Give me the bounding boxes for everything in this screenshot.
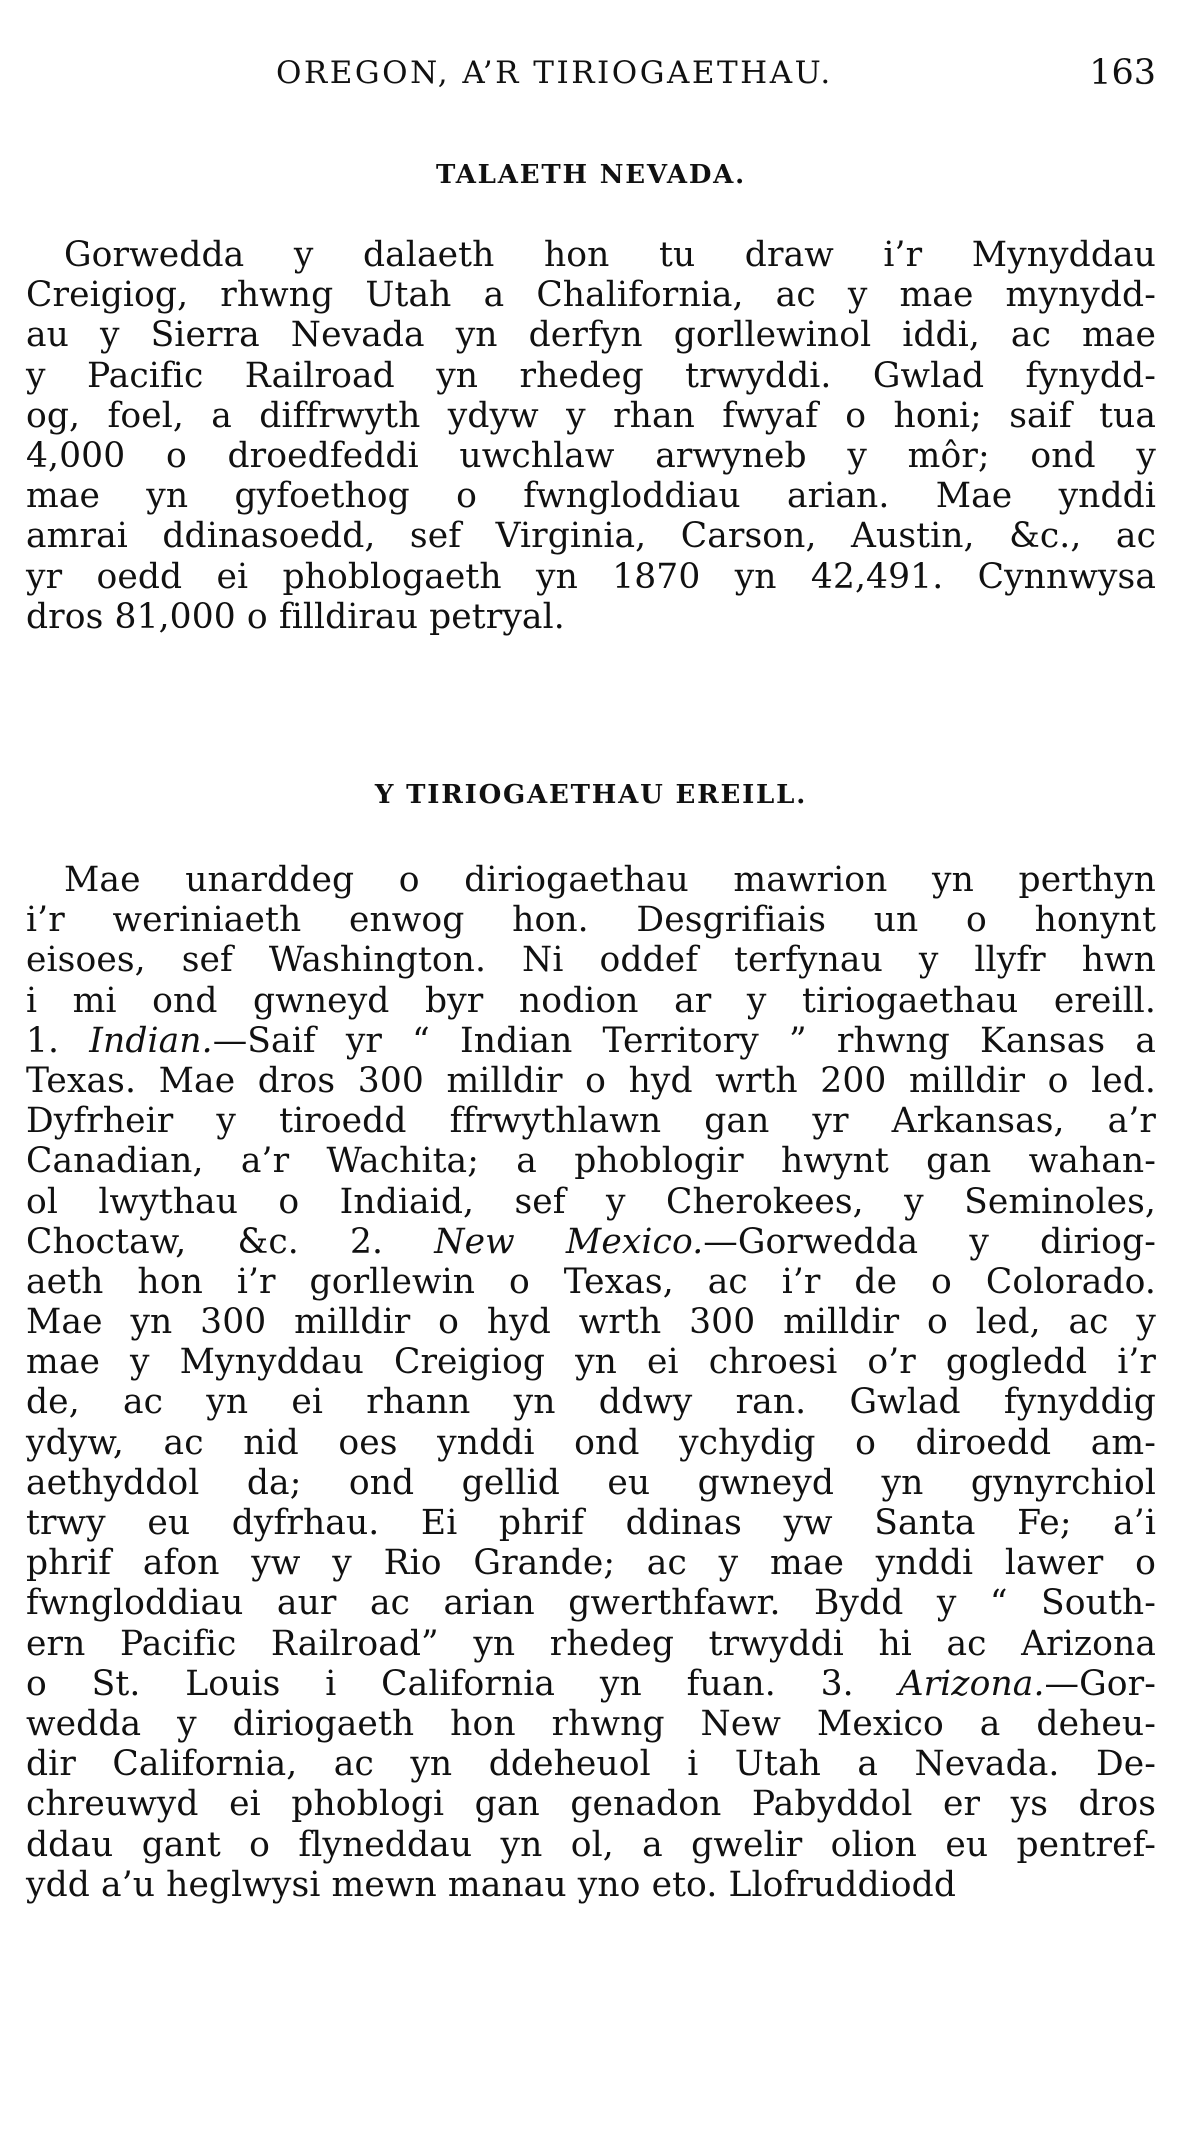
text-line: og, foel, a diffrwyth ydyw y rhan fwyaf o honi; saif tua: [26, 395, 1156, 436]
text-line: de, ac yn ei rhann yn ddwy ran. Gwlad fynyddig: [26, 1382, 1156, 1423]
text-line: Dyfrheir y tiroedd ffrwythlawn gan yr Arkansas, a’r: [26, 1101, 1156, 1142]
running-title: OREGON, A’R TIRIOGAETHAU.: [276, 55, 833, 91]
text-line: i’r weriniaeth enwog hon. Desgrifiais un o honynt: [26, 900, 1156, 941]
text-line: ern Pacific Railroad” yn rhedeg trwyddi hi ac Arizona: [26, 1623, 1156, 1664]
italic-heading: Arizona.: [898, 1663, 1045, 1704]
running-header: [26, 48, 1156, 98]
book-page: [26, 0, 1156, 2138]
section-body-territories: [26, 860, 1156, 1905]
text-segment: o St. Louis i California yn fuan. 3.: [26, 1663, 899, 1704]
text-line: ddau gant o flyneddau yn ol, a gwelir olion eu pentref-: [26, 1824, 1156, 1865]
text-line: amrai ddinasoedd, sef Virginia, Carson, Austin, &c., ac: [26, 516, 1156, 557]
italic-heading: New Mexico.: [434, 1221, 704, 1262]
text-line: [26, 1222, 1156, 1262]
section-title-nevada: TALAETH NEVADA.: [435, 160, 747, 190]
text-line: i mi ond gwneyd byr nodion ar y tiriogaethau ereill.: [26, 980, 1156, 1021]
text-line: wedda y diriogaeth hon rhwng New Mexico a deheu-: [26, 1703, 1156, 1744]
text-line: aethyddol da; ond gellid eu gwneyd yn gynyrchiol: [26, 1462, 1156, 1503]
text-line: Creigiog, rhwng Utah a Chalifornia, ac y mae mynydd-: [26, 275, 1156, 316]
text-line: Mae unarddeg o diriogaethau mawrion yn perthyn: [64, 860, 1156, 900]
text-line: Canadian, a’r Wachita; a phoblogir hwynt gan wahan-: [26, 1141, 1156, 1182]
text-line: ol lwythau o Indiaid, sef y Cherokees, y Seminoles,: [26, 1181, 1156, 1222]
text-line: au y Sierra Nevada yn derfyn gorllewinol iddi, ac mae: [26, 315, 1156, 356]
text-line: mae yn gyfoethog o fwngloddiau arian. Mae ynddi: [26, 476, 1156, 517]
text-line: dir California, ac yn ddeheuol i Utah a Nevada. De-: [26, 1744, 1156, 1785]
text-line: mae y Mynyddau Creigiog yn ei chroesi o’r gogledd i’r: [26, 1342, 1156, 1383]
text-line: y Pacific Railroad yn rhedeg trwyddi. Gwlad fynydd-: [26, 355, 1156, 396]
text-segment: —Gorwedda y diriog-: [703, 1221, 1156, 1262]
italic-heading: Indian.: [89, 1020, 213, 1061]
text-line: chreuwyd ei phoblogi gan genadon Pabyddol er ys dros: [26, 1784, 1156, 1825]
text-segment: 1.: [26, 1020, 90, 1061]
text-line: phrif afon yw y Rio Grande; ac y mae ynddi lawer o: [26, 1543, 1156, 1584]
text-line: [26, 1664, 1156, 1704]
text-line: eisoes, sef Washington. Ni oddef terfynau y llyfr hwn: [26, 940, 1156, 981]
text-line: 4,000 o droedfeddi uwchlaw arwyneb y môr; ond y: [26, 435, 1156, 476]
text-line: Mae yn 300 milldir o hyd wrth 300 milldir o led, ac y: [26, 1302, 1156, 1343]
section-body-nevada: [26, 235, 1156, 637]
text-line: aeth hon i’r gorllewin o Texas, ac i’r de o Colorado.: [26, 1261, 1156, 1302]
text-line: trwy eu dyfrhau. Ei phrif ddinas yw Santa Fe; a’i: [26, 1503, 1156, 1543]
page-number: 163: [1089, 53, 1156, 93]
text-line: yr oedd ei phoblogaeth yn 1870 yn 42,491. Cynnwysa: [26, 556, 1156, 597]
text-segment: —Saif yr “ Indian Territory ” rhwng Kansas a: [212, 1020, 1156, 1061]
text-line: ydyw, ac nid oes ynddi ond ychydig o diroedd am-: [26, 1422, 1156, 1463]
text-line: Gorwedda y dalaeth hon tu draw i’r Mynyddau: [64, 235, 1156, 275]
text-line: fwngloddiau aur ac arian gwerthfawr. Bydd y “ South-: [26, 1583, 1156, 1624]
text-segment: —Gor-: [1044, 1663, 1156, 1704]
section-title-territories: Y TIRIOGAETHAU EREILL.: [374, 780, 808, 810]
text-line: ydd a’u heglwysi mewn manau yno eto. Llofruddiodd: [26, 1864, 956, 1905]
text-line: Texas. Mae dros 300 milldir o hyd wrth 200 milldir o led.: [26, 1060, 1156, 1101]
text-line: dros 81,000 o filldirau petryal.: [26, 596, 565, 637]
text-line: [26, 1021, 1156, 1061]
text-segment: Choctaw, &c. 2.: [26, 1221, 435, 1262]
